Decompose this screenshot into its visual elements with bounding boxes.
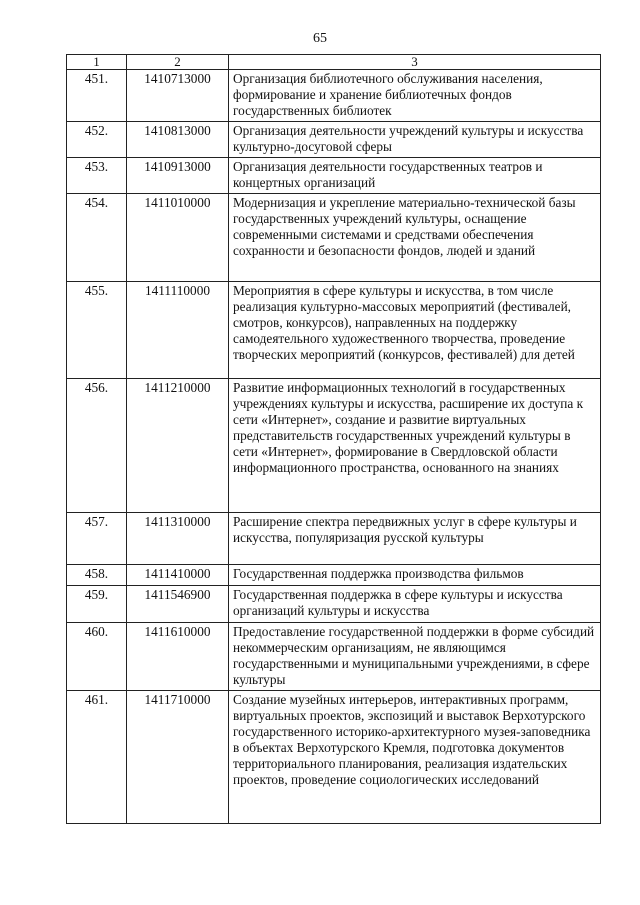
table-row bbox=[67, 194, 601, 282]
row-number: 453. bbox=[67, 158, 127, 194]
row-name: Организация деятельности государственных театров и концертных организаций bbox=[229, 158, 601, 194]
row-number: 454. bbox=[67, 194, 127, 282]
row-name: Мероприятия в сфере культуры и искусства, в том числе реализация культурно-массовых мероприятий (фестивалей, смотров, конкурсов), направленных на поддержку самодеятельного художественного творчества, проведение творческих мероприятий (конкурсов, фестивалей) для детей bbox=[229, 282, 601, 379]
budget-code-table bbox=[66, 54, 601, 824]
row-name: Модернизация и укрепление материально-технической базы государственных учреждений культуры, оснащение современными системами и средствами обеспечения сохранности и безопасности фондов, людей и зданий bbox=[229, 194, 601, 282]
column-header-name: 3 bbox=[229, 55, 601, 70]
table-row bbox=[67, 565, 601, 586]
row-number: 461. bbox=[67, 691, 127, 824]
row-number: 455. bbox=[67, 282, 127, 379]
table-row bbox=[67, 586, 601, 623]
row-code: 1411210000 bbox=[127, 379, 229, 513]
row-number: 456. bbox=[67, 379, 127, 513]
row-code: 1411710000 bbox=[127, 691, 229, 824]
row-code: 1411010000 bbox=[127, 194, 229, 282]
row-code: 1410913000 bbox=[127, 158, 229, 194]
table-row bbox=[67, 122, 601, 158]
row-name: Организация библиотечного обслуживания населения, формирование и хранение библиотечных фондов государственных библиотек bbox=[229, 70, 601, 122]
table-row bbox=[67, 513, 601, 565]
column-header-code: 2 bbox=[127, 55, 229, 70]
row-name: Организация деятельности учреждений культуры и искусства культурно-досуговой сферы bbox=[229, 122, 601, 158]
row-code: 1411610000 bbox=[127, 623, 229, 691]
row-code: 1411546900 bbox=[127, 586, 229, 623]
row-name: Создание музейных интерьеров, интерактивных программ, виртуальных проектов, экспозиций и выставок Верхотурского государственного историко-архитектурного музея-заповедника в объектах Верхотурского Кремля, подготовка документов территориального планирования, реализация издательских проектов, проведение социологических исследований bbox=[229, 691, 601, 824]
table-row bbox=[67, 158, 601, 194]
row-code: 1411310000 bbox=[127, 513, 229, 565]
table-row bbox=[67, 623, 601, 691]
row-name: Предоставление государственной поддержки в форме субсидий некоммерческим организациям, не являющимся государственными и муниципальными учреждениями, в сфере культуры bbox=[229, 623, 601, 691]
row-number: 459. bbox=[67, 586, 127, 623]
column-header-number: 1 bbox=[67, 55, 127, 70]
row-number: 457. bbox=[67, 513, 127, 565]
row-name: Государственная поддержка в сфере культуры и искусства организаций культуры и искусства bbox=[229, 586, 601, 623]
row-number: 452. bbox=[67, 122, 127, 158]
row-code: 1410713000 bbox=[127, 70, 229, 122]
row-name: Развитие информационных технологий в государственных учреждениях культуры и искусства, расширение их доступа к сети «Интернет», создание и развитие виртуальных представительств государственных учреждений культуры в сети «Интернет», формирование в Свердловской области информационного пространства, основанного на знаниях bbox=[229, 379, 601, 513]
row-name: Расширение спектра передвижных услуг в сфере культуры и искусства, популяризация русской культуры bbox=[229, 513, 601, 565]
row-name: Государственная поддержка производства фильмов bbox=[229, 565, 601, 586]
row-number: 458. bbox=[67, 565, 127, 586]
table-header-row bbox=[67, 55, 601, 70]
table-row bbox=[67, 70, 601, 122]
row-number: 460. bbox=[67, 623, 127, 691]
row-code: 1411110000 bbox=[127, 282, 229, 379]
page-number: 65 bbox=[313, 31, 327, 46]
table-row bbox=[67, 379, 601, 513]
row-code: 1411410000 bbox=[127, 565, 229, 586]
row-code: 1410813000 bbox=[127, 122, 229, 158]
row-number: 451. bbox=[67, 70, 127, 122]
table-row bbox=[67, 691, 601, 824]
table-row bbox=[67, 282, 601, 379]
